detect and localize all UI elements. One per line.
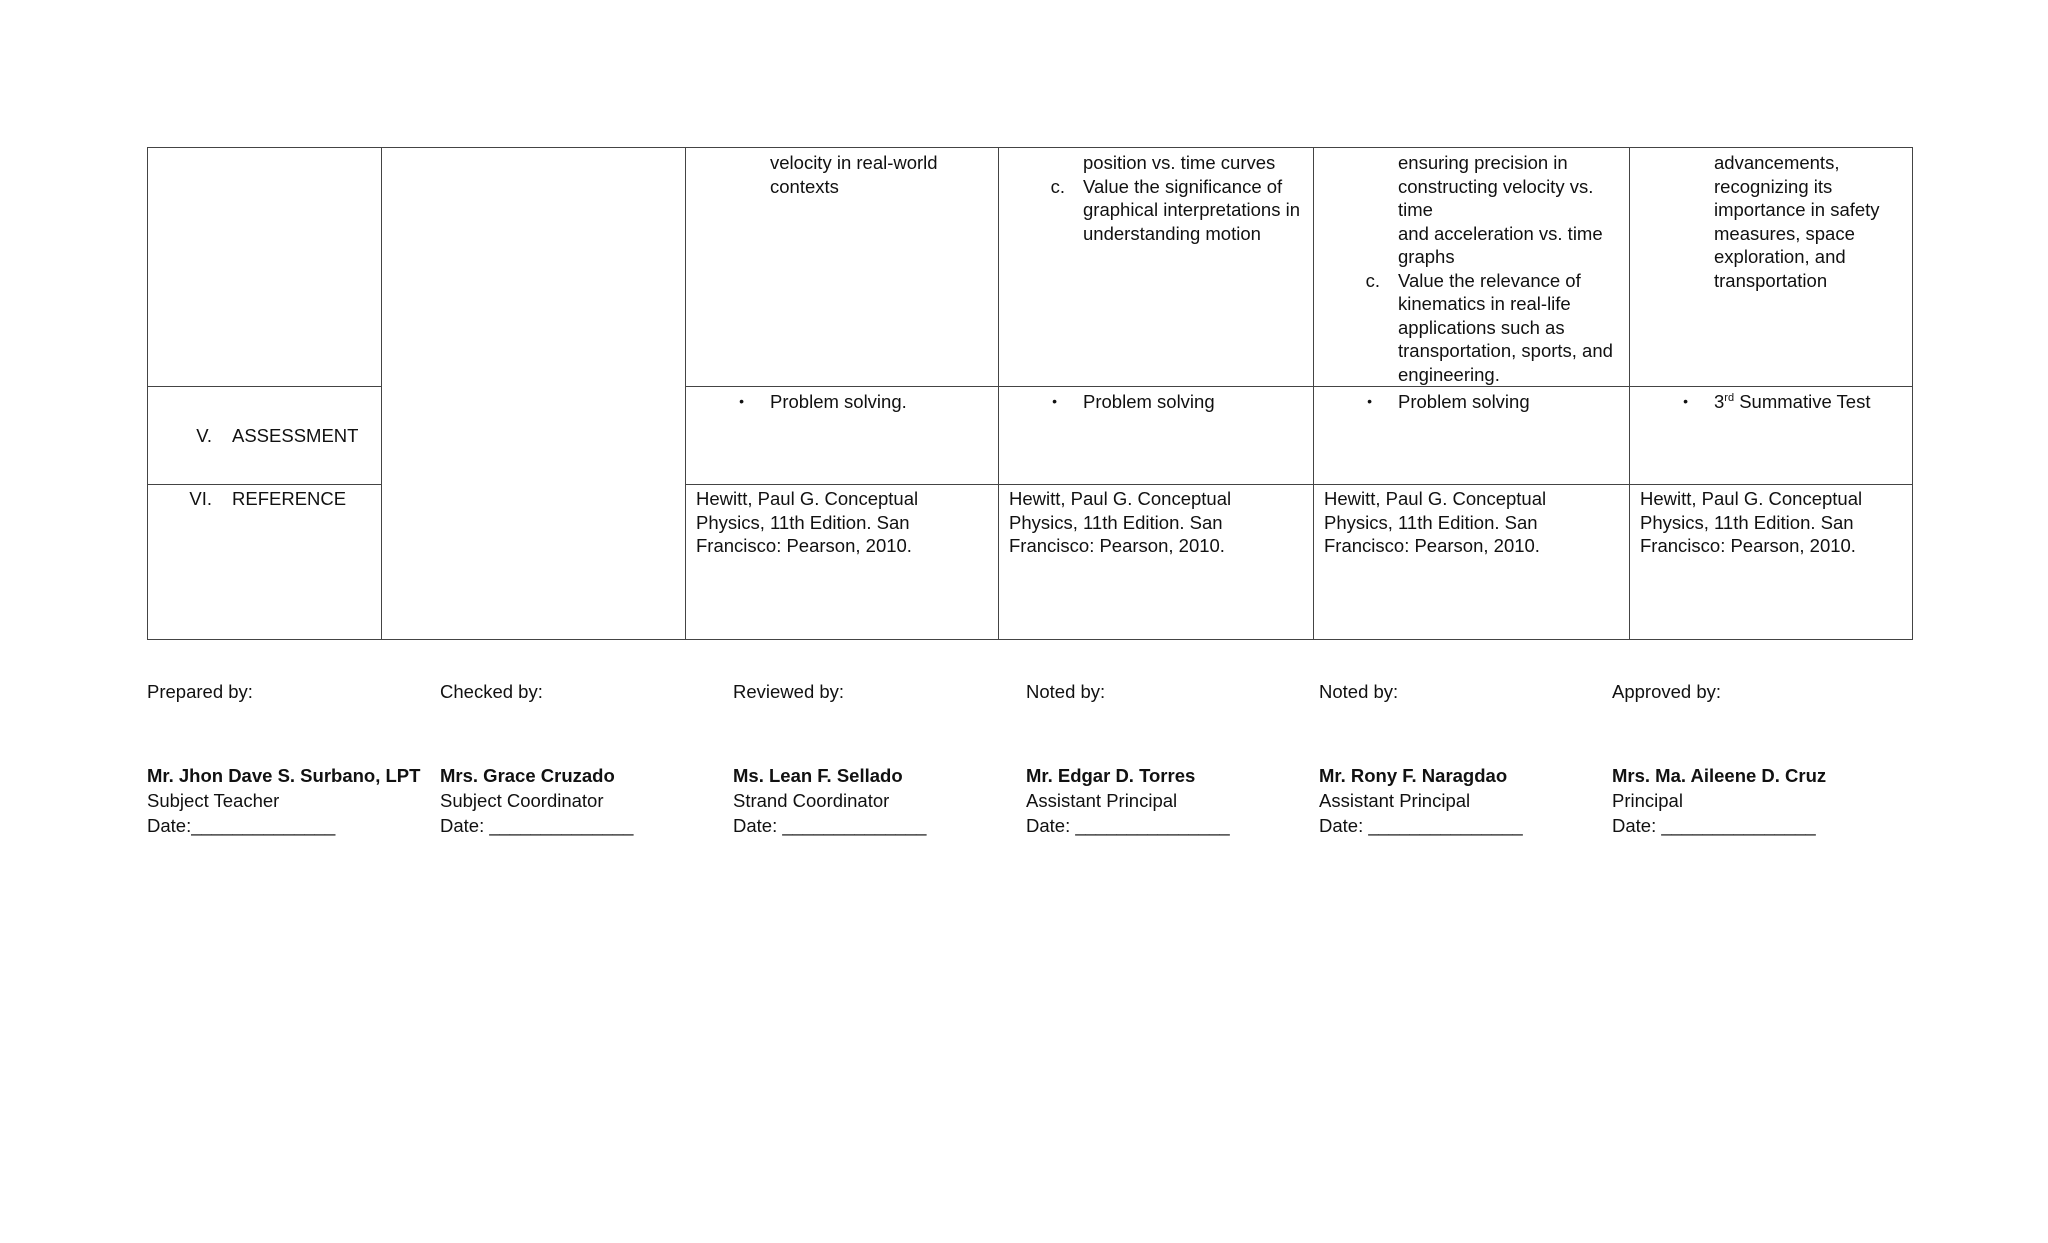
text-line: ensuring precision in <box>1398 152 1568 173</box>
signatory-role: Checked by: <box>440 681 543 702</box>
text-line: graphs <box>1398 246 1455 267</box>
signatory-role: Noted by: <box>1026 681 1106 702</box>
assessment-text: Problem solving <box>1398 391 1530 412</box>
day4-assessment-cell <box>1630 387 1913 485</box>
section-label-cell-empty <box>148 148 382 387</box>
reference-text: Hewitt, Paul G. Conceptual Physics, 11th Edition. San Francisco: Pearson, 2010. <box>1640 488 1863 556</box>
signatory-date: Date: _______________ <box>1612 815 1816 836</box>
day2-assessment-cell <box>999 387 1314 485</box>
assessment-label-cell <box>148 387 382 485</box>
bullet-icon: • <box>1683 393 1688 409</box>
reference-text: Hewitt, Paul G. Conceptual Physics, 11th Edition. San Francisco: Pearson, 2010. <box>1324 488 1547 556</box>
section-number: V. <box>196 424 212 446</box>
signatory-reviewed <box>733 679 1023 838</box>
bullet-icon: • <box>739 393 744 409</box>
signatory-name: Ms. Lean F. Sellado <box>733 765 903 786</box>
text-line: recognizing its <box>1714 175 1833 197</box>
day4-objectives-cell <box>1630 148 1913 387</box>
signatory-date: Date: ______________ <box>733 815 927 836</box>
signatory-role: Reviewed by: <box>733 681 845 702</box>
signatory-role: Noted by: <box>1319 681 1399 702</box>
reference-text: Hewitt, Paul G. Conceptual Physics, 11th Edition. San Francisco: Pearson, 2010. <box>1009 488 1232 556</box>
text-line: graphical interpretations in <box>1083 199 1300 220</box>
text-line: velocity in real-world <box>770 152 938 173</box>
signatory-position: Principal <box>1612 790 1683 811</box>
assessment-text: Problem solving. <box>770 391 907 412</box>
text-line: constructing velocity vs. time <box>1398 175 1594 220</box>
lesson-plan-table <box>147 147 1913 640</box>
signatory-position: Assistant Principal <box>1026 790 1178 811</box>
bullet-icon: • <box>1367 393 1372 409</box>
signatory-position: Subject Teacher <box>147 790 280 811</box>
signatory-date: Date: _______________ <box>1026 815 1230 836</box>
day1-assessment-cell <box>686 387 999 485</box>
text-line: importance in safety <box>1714 199 1880 220</box>
list-marker: c. <box>1050 175 1065 197</box>
section-label: REFERENCE <box>232 488 347 509</box>
text-line: transportation, sports, and <box>1398 340 1613 361</box>
signatory-date: Date: _______________ <box>1319 815 1523 836</box>
text-line: applications such as <box>1398 316 1565 338</box>
text-line: transportation <box>1714 269 1828 291</box>
ordinal-suffix: rd <box>1724 391 1735 404</box>
signatory-position: Subject Coordinator <box>440 790 604 811</box>
list-marker: c. <box>1365 269 1380 291</box>
assessment-text: Problem solving <box>1083 391 1215 412</box>
assessment-text <box>1714 390 1904 414</box>
day3-reference-cell <box>1314 485 1630 640</box>
text-line: measures, space <box>1714 222 1855 244</box>
merged-empty-cell <box>382 148 686 640</box>
signatory-position: Strand Coordinator <box>733 790 890 811</box>
signatory-role: Prepared by: <box>147 681 253 702</box>
assessment-rest: Summative Test <box>1734 391 1871 412</box>
signatory-name: Mr. Edgar D. Torres <box>1026 765 1196 786</box>
signatory-name: Mrs. Grace Cruzado <box>440 765 615 786</box>
day1-reference-cell <box>686 485 999 640</box>
text-line: Value the significance of <box>1083 175 1283 197</box>
text-line: advancements, <box>1714 152 1840 173</box>
table-row-objectives-continuation <box>148 148 1913 387</box>
signatory-name: Mr. Rony F. Naragdao <box>1319 765 1508 786</box>
text-line: kinematics in real-life <box>1398 293 1571 314</box>
list-item-c <box>1324 269 1621 387</box>
signatory-name: Mr. Jhon Dave S. Surbano, LPT <box>147 765 421 786</box>
day4-reference-cell <box>1630 485 1913 640</box>
assessment-number: 3 <box>1714 391 1725 412</box>
text-line: engineering. <box>1398 363 1500 385</box>
bullet-icon: • <box>1052 393 1057 409</box>
signatory-position: Assistant Principal <box>1319 790 1471 811</box>
signatory-noted-1 <box>1026 679 1316 838</box>
signatory-approved <box>1612 679 1902 838</box>
day1-objectives-cell <box>686 148 999 387</box>
day2-reference-cell <box>999 485 1314 640</box>
day3-objectives-cell <box>1314 148 1630 387</box>
text-line: position vs. time curves <box>1083 152 1276 173</box>
day3-assessment-cell <box>1314 387 1630 485</box>
text-line: Value the relevance of <box>1398 269 1581 291</box>
reference-text: Hewitt, Paul G. Conceptual Physics, 11th Edition. San Francisco: Pearson, 2010. <box>696 488 919 556</box>
day2-objectives-cell <box>999 148 1314 387</box>
text-line: understanding motion <box>1083 222 1261 244</box>
signatory-checked <box>440 679 730 838</box>
section-label: ASSESSMENT <box>232 424 359 446</box>
signatory-date: Date:______________ <box>147 815 336 836</box>
list-item-c <box>1009 175 1305 246</box>
signatory-date: Date: ______________ <box>440 815 634 836</box>
signatory-name: Mrs. Ma. Aileene D. Cruz <box>1612 765 1827 786</box>
signatory-prepared <box>147 679 437 838</box>
signatory-noted-2 <box>1319 679 1609 838</box>
text-line: exploration, and <box>1714 246 1846 267</box>
reference-label-cell <box>148 485 382 640</box>
text-line: contexts <box>770 175 839 197</box>
section-number: VI. <box>189 488 212 509</box>
signatory-role: Approved by: <box>1612 681 1722 702</box>
text-line: and acceleration vs. time <box>1398 222 1603 244</box>
